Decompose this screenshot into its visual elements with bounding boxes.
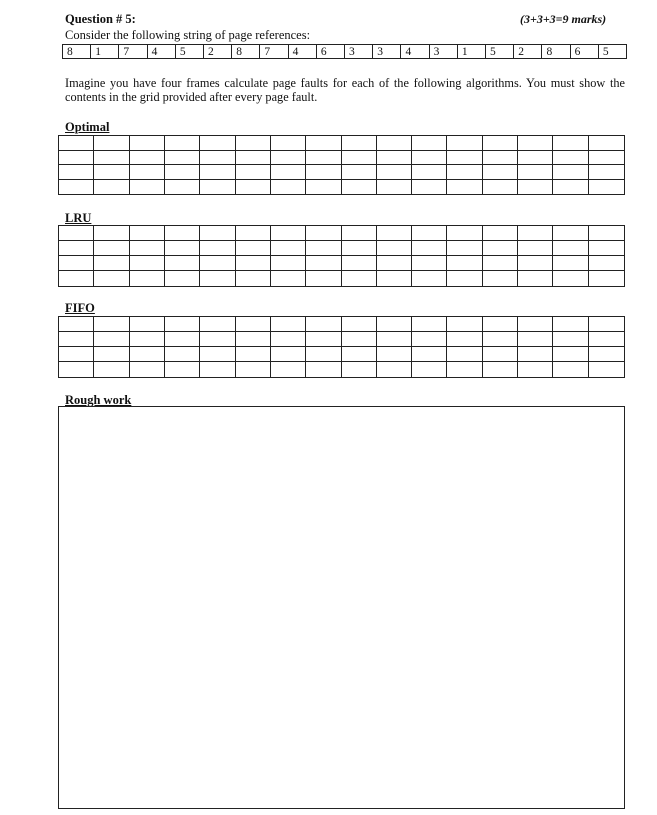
grid-cell[interactable] xyxy=(94,165,129,180)
grid-cell[interactable] xyxy=(412,256,447,271)
grid-cell[interactable] xyxy=(589,347,624,362)
grid-cell[interactable] xyxy=(447,241,482,256)
grid-cell[interactable] xyxy=(483,226,518,241)
question-title: Question # 5: xyxy=(65,12,136,26)
grid-cell[interactable] xyxy=(342,180,377,195)
grid-cell[interactable] xyxy=(271,226,306,241)
grid-cell[interactable] xyxy=(94,180,129,195)
grid-cell[interactable] xyxy=(271,165,306,180)
grid-cell[interactable] xyxy=(59,332,94,347)
grid-cell[interactable] xyxy=(342,256,377,271)
grid-cell[interactable] xyxy=(306,347,341,362)
page-reference-cell: 5 xyxy=(486,45,514,58)
grid-cell[interactable] xyxy=(130,362,165,377)
grid-cell[interactable] xyxy=(589,256,624,271)
grid-cell[interactable] xyxy=(412,136,447,151)
instructions-text: Imagine you have four frames calculate page faults for each of the following algorithms. You must show the contents in the grid provided after every page fault. xyxy=(65,76,625,104)
grid-cell[interactable] xyxy=(447,317,482,332)
grid-cell[interactable] xyxy=(200,136,235,151)
grid-cell[interactable] xyxy=(589,241,624,256)
grid-cell[interactable] xyxy=(518,241,553,256)
grid-cell[interactable] xyxy=(553,241,588,256)
page-reference-cell: 4 xyxy=(148,45,176,58)
grid-cell[interactable] xyxy=(165,347,200,362)
grid-cell[interactable] xyxy=(130,241,165,256)
grid-cell[interactable] xyxy=(589,317,624,332)
grid-cell[interactable] xyxy=(553,271,588,286)
grid-cell[interactable] xyxy=(165,256,200,271)
grid-cell[interactable] xyxy=(447,180,482,195)
page-reference-cell: 8 xyxy=(542,45,570,58)
grid-cell[interactable] xyxy=(200,256,235,271)
grid-cell[interactable] xyxy=(518,165,553,180)
grid-cell[interactable] xyxy=(377,151,412,166)
page-reference-cell: 7 xyxy=(260,45,288,58)
grid-cell[interactable] xyxy=(236,317,271,332)
grid-cell[interactable] xyxy=(412,165,447,180)
grid-cell[interactable] xyxy=(306,271,341,286)
lru-label: LRU xyxy=(65,211,92,225)
grid-cell[interactable] xyxy=(412,271,447,286)
grid-cell[interactable] xyxy=(94,256,129,271)
grid-cell[interactable] xyxy=(447,332,482,347)
grid-cell[interactable] xyxy=(59,256,94,271)
page-reference-cell: 8 xyxy=(232,45,260,58)
grid-cell[interactable] xyxy=(165,136,200,151)
grid-cell[interactable] xyxy=(518,180,553,195)
grid-cell[interactable] xyxy=(200,317,235,332)
grid-cell[interactable] xyxy=(518,332,553,347)
grid-cell[interactable] xyxy=(483,271,518,286)
page-reference-cell: 3 xyxy=(345,45,373,58)
grid-cell[interactable] xyxy=(59,271,94,286)
grid-cell[interactable] xyxy=(59,165,94,180)
grid-cell[interactable] xyxy=(412,347,447,362)
grid-cell[interactable] xyxy=(412,151,447,166)
grid-cell[interactable] xyxy=(518,271,553,286)
grid-cell[interactable] xyxy=(59,241,94,256)
page-reference-cell: 3 xyxy=(430,45,458,58)
grid-cell[interactable] xyxy=(130,317,165,332)
page-reference-cell: 1 xyxy=(458,45,486,58)
grid-cell[interactable] xyxy=(94,136,129,151)
grid-cell[interactable] xyxy=(483,165,518,180)
grid-cell[interactable] xyxy=(447,151,482,166)
grid-cell[interactable] xyxy=(518,151,553,166)
grid-cell[interactable] xyxy=(447,271,482,286)
grid-cell[interactable] xyxy=(518,362,553,377)
grid-cell[interactable] xyxy=(94,151,129,166)
grid-cell[interactable] xyxy=(271,317,306,332)
grid-cell[interactable] xyxy=(377,347,412,362)
grid-cell[interactable] xyxy=(518,347,553,362)
grid-cell[interactable] xyxy=(59,136,94,151)
page-reference-cell: 2 xyxy=(204,45,232,58)
page-reference-cell: 1 xyxy=(91,45,119,58)
grid-cell[interactable] xyxy=(200,165,235,180)
grid-cell[interactable] xyxy=(236,151,271,166)
page-reference-cell: 8 xyxy=(63,45,91,58)
grid-cell[interactable] xyxy=(553,180,588,195)
page-reference-cell: 5 xyxy=(602,46,609,58)
grid-cell[interactable] xyxy=(165,362,200,377)
grid-cell[interactable] xyxy=(59,180,94,195)
grid-cell[interactable] xyxy=(200,151,235,166)
grid-cell[interactable] xyxy=(377,271,412,286)
grid-cell[interactable] xyxy=(130,226,165,241)
grid-cell[interactable] xyxy=(483,332,518,347)
grid-cell[interactable] xyxy=(165,332,200,347)
grid-cell[interactable] xyxy=(236,362,271,377)
grid-cell[interactable] xyxy=(377,180,412,195)
grid-cell[interactable] xyxy=(447,362,482,377)
grid-cell[interactable] xyxy=(518,256,553,271)
page-reference-cell: 7 xyxy=(119,45,147,58)
grid-cell[interactable] xyxy=(130,165,165,180)
grid-cell[interactable] xyxy=(447,226,482,241)
grid-cell[interactable] xyxy=(589,226,624,241)
grid-cell[interactable] xyxy=(377,165,412,180)
grid-cell[interactable] xyxy=(271,180,306,195)
grid-cell[interactable] xyxy=(236,332,271,347)
grid-cell[interactable] xyxy=(342,332,377,347)
grid-cell[interactable] xyxy=(553,256,588,271)
grid-cell[interactable] xyxy=(342,362,377,377)
grid-cell[interactable] xyxy=(200,241,235,256)
grid-cell[interactable] xyxy=(589,136,624,151)
grid-cell[interactable] xyxy=(447,165,482,180)
grid-cell[interactable] xyxy=(342,347,377,362)
grid-cell[interactable] xyxy=(342,151,377,166)
grid-cell[interactable] xyxy=(200,332,235,347)
grid-cell[interactable] xyxy=(553,136,588,151)
grid-cell[interactable] xyxy=(165,271,200,286)
grid-cell[interactable] xyxy=(130,271,165,286)
grid-cell[interactable] xyxy=(553,165,588,180)
grid-cell[interactable] xyxy=(271,362,306,377)
grid-cell[interactable] xyxy=(412,332,447,347)
grid-cell[interactable] xyxy=(200,180,235,195)
grid-cell[interactable] xyxy=(306,317,341,332)
grid-cell[interactable] xyxy=(130,136,165,151)
grid-cell[interactable] xyxy=(94,347,129,362)
grid-cell[interactable] xyxy=(589,271,624,286)
grid-cell[interactable] xyxy=(306,180,341,195)
fifo-grid xyxy=(58,316,625,378)
grid-cell[interactable] xyxy=(94,332,129,347)
marks-label: (3+3+3=9 marks) xyxy=(520,12,607,26)
grid-cell[interactable] xyxy=(342,136,377,151)
grid-cell[interactable] xyxy=(306,362,341,377)
grid-cell[interactable] xyxy=(518,226,553,241)
grid-cell[interactable] xyxy=(342,271,377,286)
grid-cell[interactable] xyxy=(236,136,271,151)
grid-cell[interactable] xyxy=(165,317,200,332)
grid-cell[interactable] xyxy=(342,317,377,332)
grid-cell[interactable] xyxy=(306,136,341,151)
optimal-label: Optimal xyxy=(65,120,110,134)
grid-cell[interactable] xyxy=(236,180,271,195)
grid-cell[interactable] xyxy=(412,180,447,195)
grid-cell[interactable] xyxy=(483,362,518,377)
grid-cell[interactable] xyxy=(59,317,94,332)
grid-cell[interactable] xyxy=(271,151,306,166)
grid-cell[interactable] xyxy=(483,136,518,151)
grid-cell[interactable] xyxy=(518,317,553,332)
grid-cell[interactable] xyxy=(483,241,518,256)
grid-cell[interactable] xyxy=(306,332,341,347)
grid-cell[interactable] xyxy=(236,256,271,271)
grid-cell[interactable] xyxy=(518,136,553,151)
grid-cell[interactable] xyxy=(412,362,447,377)
grid-cell[interactable] xyxy=(94,271,129,286)
grid-cell[interactable] xyxy=(59,226,94,241)
grid-cell[interactable] xyxy=(377,317,412,332)
grid-cell[interactable] xyxy=(130,347,165,362)
page-reference-cell: 6 xyxy=(317,45,345,58)
grid-cell[interactable] xyxy=(271,256,306,271)
grid-cell[interactable] xyxy=(306,226,341,241)
grid-cell[interactable] xyxy=(447,256,482,271)
grid-cell[interactable] xyxy=(377,256,412,271)
grid-cell[interactable] xyxy=(271,241,306,256)
grid-cell[interactable] xyxy=(447,136,482,151)
lru-grid xyxy=(58,225,625,287)
grid-cell[interactable] xyxy=(553,347,588,362)
page-reference-cell: 5 xyxy=(176,45,204,58)
grid-cell[interactable] xyxy=(553,317,588,332)
grid-cell[interactable] xyxy=(377,332,412,347)
page-reference-cell: 4 xyxy=(289,45,317,58)
grid-cell[interactable] xyxy=(200,226,235,241)
grid-cell[interactable] xyxy=(483,180,518,195)
grid-cell[interactable] xyxy=(130,332,165,347)
page-reference-cell: 4 xyxy=(401,45,429,58)
grid-cell[interactable] xyxy=(271,347,306,362)
grid-cell[interactable] xyxy=(130,151,165,166)
grid-cell[interactable] xyxy=(306,151,341,166)
grid-cell[interactable] xyxy=(412,317,447,332)
grid-cell[interactable] xyxy=(483,317,518,332)
grid-cell[interactable] xyxy=(342,226,377,241)
grid-cell[interactable] xyxy=(553,151,588,166)
page-reference-cell: 2 xyxy=(514,45,542,58)
fifo-label: FIFO xyxy=(65,301,95,315)
grid-cell[interactable] xyxy=(94,362,129,377)
rough-work-box[interactable] xyxy=(58,406,625,809)
grid-cell[interactable] xyxy=(236,241,271,256)
rough-work-label: Rough work xyxy=(65,393,132,407)
grid-cell[interactable] xyxy=(483,151,518,166)
grid-cell[interactable] xyxy=(236,165,271,180)
grid-cell[interactable] xyxy=(306,241,341,256)
grid-cell[interactable] xyxy=(306,165,341,180)
page-reference-string xyxy=(62,44,627,59)
grid-cell[interactable] xyxy=(271,271,306,286)
grid-cell[interactable] xyxy=(200,271,235,286)
grid-cell[interactable] xyxy=(342,241,377,256)
grid-cell[interactable] xyxy=(59,151,94,166)
grid-cell[interactable] xyxy=(271,136,306,151)
grid-cell[interactable] xyxy=(553,226,588,241)
grid-cell[interactable] xyxy=(483,347,518,362)
grid-cell[interactable] xyxy=(377,362,412,377)
grid-cell[interactable] xyxy=(94,241,129,256)
grid-cell[interactable] xyxy=(59,347,94,362)
grid-cell[interactable] xyxy=(377,136,412,151)
grid-cell[interactable] xyxy=(130,256,165,271)
grid-cell[interactable] xyxy=(377,241,412,256)
grid-cell[interactable] xyxy=(165,151,200,166)
grid-cell[interactable] xyxy=(306,256,341,271)
grid-cell[interactable] xyxy=(447,347,482,362)
page-reference-cell: 6 xyxy=(571,45,599,58)
grid-cell[interactable] xyxy=(342,165,377,180)
grid-cell[interactable] xyxy=(377,226,412,241)
grid-cell[interactable] xyxy=(589,332,624,347)
grid-cell[interactable] xyxy=(165,165,200,180)
grid-cell[interactable] xyxy=(589,180,624,195)
grid-cell[interactable] xyxy=(165,241,200,256)
grid-cell[interactable] xyxy=(553,362,588,377)
grid-cell[interactable] xyxy=(236,271,271,286)
grid-cell[interactable] xyxy=(200,362,235,377)
grid-cell[interactable] xyxy=(236,347,271,362)
grid-cell[interactable] xyxy=(589,165,624,180)
grid-cell[interactable] xyxy=(589,151,624,166)
question-intro: Consider the following string of page references: xyxy=(65,28,311,42)
grid-cell[interactable] xyxy=(412,241,447,256)
optimal-grid xyxy=(58,135,625,195)
grid-cell[interactable] xyxy=(271,332,306,347)
grid-cell[interactable] xyxy=(412,226,447,241)
grid-cell[interactable] xyxy=(236,226,271,241)
grid-cell[interactable] xyxy=(165,226,200,241)
grid-cell[interactable] xyxy=(94,226,129,241)
grid-cell[interactable] xyxy=(59,362,94,377)
grid-cell[interactable] xyxy=(589,362,624,377)
grid-cell[interactable] xyxy=(165,180,200,195)
grid-cell[interactable] xyxy=(200,347,235,362)
grid-cell[interactable] xyxy=(94,317,129,332)
page-reference-cell: 3 xyxy=(373,45,401,58)
grid-cell[interactable] xyxy=(553,332,588,347)
grid-cell[interactable] xyxy=(483,256,518,271)
grid-cell[interactable] xyxy=(130,180,165,195)
